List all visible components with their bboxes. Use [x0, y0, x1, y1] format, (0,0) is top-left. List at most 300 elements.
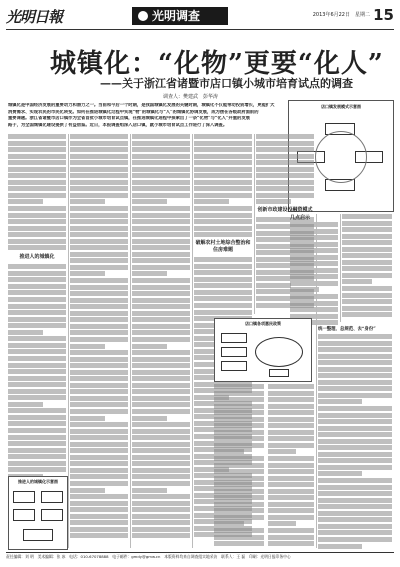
text-line — [70, 311, 128, 316]
footer-rule — [6, 552, 394, 553]
text-line — [70, 173, 128, 178]
text-line — [8, 173, 66, 178]
text-line — [318, 485, 392, 490]
text-line — [214, 515, 264, 520]
text-line — [132, 180, 190, 185]
text-line — [8, 193, 66, 198]
text-line — [8, 330, 43, 335]
text-line — [70, 383, 128, 388]
column-8-text — [318, 334, 392, 549]
text-line — [132, 520, 190, 525]
text-line — [268, 495, 314, 500]
column-6 — [290, 214, 338, 327]
text-line — [8, 226, 66, 231]
text-line — [70, 435, 128, 440]
section-circle-icon — [138, 11, 148, 21]
text-line — [132, 435, 190, 440]
subheadline: ——关于浙江省诸暨市店口镇小城市培育试点的调查 — [100, 77, 353, 90]
text-line — [214, 397, 264, 402]
text-line — [268, 508, 314, 513]
section-subtitle: 几点启示 — [290, 215, 311, 221]
text-line — [70, 474, 128, 479]
text-line — [70, 219, 128, 224]
text-line — [318, 491, 392, 496]
text-line — [256, 199, 291, 204]
text-line — [8, 441, 66, 446]
text-line — [132, 226, 190, 231]
figure-right-title: 店口镇发展模式示意图 — [321, 104, 361, 109]
text-line — [70, 271, 105, 276]
text-line — [70, 350, 128, 355]
column-6-text — [290, 222, 338, 325]
text-line — [132, 167, 190, 172]
text-line — [70, 147, 128, 152]
column-7 — [342, 214, 392, 319]
text-line — [318, 413, 392, 418]
text-line — [268, 436, 314, 441]
text-line — [70, 376, 128, 381]
page-number: 15 — [373, 6, 394, 24]
text-line — [8, 461, 66, 466]
text-line — [194, 310, 252, 315]
text-line — [8, 448, 66, 453]
text-line — [8, 336, 66, 341]
text-line — [8, 363, 66, 368]
lead-line: 路子，为全国城镇化建设提供了有益借鉴。近日，本报调查组深入店口镇，就小城市培育试点工作进行了深入调查。 — [8, 122, 228, 128]
text-line — [318, 393, 392, 398]
text-line — [70, 330, 128, 335]
text-line — [8, 134, 66, 139]
text-line — [8, 382, 66, 387]
text-line — [8, 290, 66, 295]
text-line — [70, 422, 128, 427]
text-line — [132, 337, 190, 342]
column-10-text — [268, 384, 314, 546]
text-line — [342, 234, 392, 239]
text-line — [194, 134, 252, 139]
section-label-text: 光明调查 — [152, 9, 201, 23]
text-line — [8, 213, 66, 218]
figure-left-title: 推进人的城镇化示意图 — [18, 479, 58, 484]
text-line — [268, 430, 314, 435]
text-line — [70, 232, 128, 237]
text-line — [194, 180, 252, 185]
text-line — [70, 134, 128, 139]
text-line — [318, 380, 392, 385]
column-1-text — [8, 134, 66, 250]
figure-mid — [214, 318, 312, 382]
text-line — [256, 186, 314, 191]
text-line — [342, 247, 392, 252]
text-line — [318, 517, 392, 522]
text-line — [318, 471, 362, 476]
text-line — [70, 226, 128, 231]
text-line — [132, 494, 190, 499]
column-2 — [70, 134, 128, 540]
text-line — [70, 429, 128, 434]
text-line — [256, 193, 314, 198]
text-line — [342, 266, 392, 271]
column-separator — [68, 134, 69, 548]
text-line — [8, 356, 66, 361]
text-line — [194, 283, 252, 288]
text-line — [8, 421, 66, 426]
text-line — [70, 258, 128, 263]
text-line — [132, 422, 190, 427]
text-line — [214, 443, 264, 448]
text-line — [256, 167, 314, 172]
headline: 城镇化：“化物”更要“化人” — [50, 49, 384, 79]
text-line — [318, 452, 392, 457]
text-line — [214, 384, 264, 389]
text-line — [132, 370, 190, 375]
text-line — [132, 271, 167, 276]
column-7-text — [342, 214, 392, 317]
lead-line: 重要课题。浙江省诸暨市店口镇作为全省首批小城市培育试点镇，在推进城镇化进程中探索出了一条“化物”与“化人”并重的发展 — [8, 116, 250, 122]
text-line — [70, 481, 128, 486]
text-line — [70, 160, 128, 165]
column-9-text — [214, 384, 264, 546]
text-line — [194, 154, 252, 159]
text-line — [318, 465, 392, 470]
text-line — [8, 369, 66, 374]
text-line — [318, 504, 392, 509]
text-line — [132, 409, 190, 414]
text-line — [290, 274, 338, 279]
column-5-text — [256, 134, 314, 204]
text-line — [132, 389, 190, 394]
text-line — [132, 278, 190, 283]
text-line — [318, 347, 392, 352]
column-2-text — [70, 134, 128, 538]
text-line — [214, 535, 264, 540]
text-line — [268, 489, 314, 494]
text-line — [194, 296, 252, 301]
text-line — [8, 408, 66, 413]
text-line — [268, 482, 314, 487]
text-line — [268, 449, 296, 454]
text-line — [318, 360, 392, 365]
text-line — [318, 524, 392, 529]
text-line — [194, 167, 252, 172]
text-line — [8, 141, 66, 146]
text-line — [132, 383, 190, 388]
text-line — [194, 199, 229, 204]
text-line — [268, 476, 314, 481]
text-line — [70, 180, 128, 185]
text-line — [132, 317, 190, 322]
text-line — [70, 154, 128, 159]
text-line — [132, 291, 190, 296]
masthead — [6, 6, 394, 28]
text-line — [290, 248, 338, 253]
text-line — [70, 501, 128, 506]
text-line — [318, 544, 362, 549]
text-line — [8, 376, 66, 381]
text-line — [8, 402, 43, 407]
text-line — [8, 186, 66, 191]
text-line — [268, 535, 314, 540]
figure-ring — [315, 131, 367, 183]
text-line — [132, 311, 190, 316]
text-line — [70, 167, 128, 172]
byline: 调查人：樊建武 彭华涛 — [163, 94, 219, 100]
text-line — [132, 173, 190, 178]
text-line — [268, 404, 314, 409]
text-line — [132, 160, 190, 165]
text-line — [318, 458, 392, 463]
text-line — [268, 423, 314, 428]
text-line — [132, 402, 190, 407]
newspaper-logo: 光明日報 — [6, 8, 63, 26]
text-line — [70, 186, 128, 191]
text-line — [8, 264, 66, 269]
text-line — [342, 253, 392, 258]
text-line — [132, 429, 190, 434]
text-line — [194, 173, 252, 178]
text-line — [194, 219, 252, 224]
text-line — [8, 277, 66, 282]
text-line — [70, 514, 128, 519]
text-line — [132, 350, 190, 355]
figure-node — [41, 509, 63, 521]
text-line — [70, 213, 128, 218]
text-line — [8, 284, 66, 289]
text-line — [132, 245, 190, 250]
section-subtitle: 统一整理、总规范、去“身份” — [318, 327, 376, 332]
text-line — [70, 304, 128, 309]
text-line — [318, 426, 392, 431]
issue-date: 2013年6月22日 星期二 — [312, 12, 370, 18]
figure-node — [221, 347, 247, 357]
text-line — [214, 391, 264, 396]
text-line — [342, 273, 392, 278]
text-line — [8, 395, 66, 400]
text-line — [318, 530, 392, 535]
text-line — [70, 344, 105, 349]
text-line — [70, 461, 128, 466]
figure-node — [269, 369, 289, 377]
text-line — [8, 154, 66, 159]
text-line — [70, 494, 128, 499]
text-line — [132, 396, 190, 401]
text-line — [132, 193, 190, 198]
text-line — [318, 367, 392, 372]
text-line — [70, 141, 128, 146]
text-line — [8, 206, 66, 211]
section-subtitle: 破解农村土地综合整治和住房难题 — [195, 240, 251, 254]
text-line — [214, 436, 264, 441]
text-line — [318, 432, 392, 437]
text-line — [268, 384, 314, 389]
text-line — [70, 285, 128, 290]
text-line — [342, 279, 372, 284]
figure-mid-title: 店口镇各项惠民政策 — [245, 321, 281, 326]
text-line — [70, 370, 128, 375]
text-line — [268, 528, 314, 533]
text-line — [8, 147, 66, 152]
text-line — [268, 469, 314, 474]
text-line — [70, 239, 128, 244]
text-line — [268, 397, 314, 402]
text-line — [194, 303, 252, 308]
text-line — [194, 257, 252, 262]
text-line — [290, 287, 319, 292]
text-line — [194, 226, 252, 231]
text-line — [342, 286, 392, 291]
text-line — [132, 442, 190, 447]
text-line — [318, 399, 362, 404]
text-line — [214, 417, 264, 422]
text-line — [256, 283, 291, 288]
text-line — [194, 277, 252, 282]
text-line — [194, 147, 252, 152]
text-line — [268, 391, 314, 396]
text-line — [132, 154, 190, 159]
footer-credits: 责任编辑：刘 明 美术编辑：张 冰 电话：010-67078888 电子邮件：gmdy@gmw.cn 本版资料均来自调查组实地采访 联系人：王 磊 印刷：光明日报印务中心 — [6, 554, 291, 559]
text-line — [8, 232, 66, 237]
column-separator — [192, 134, 193, 548]
text-line — [318, 419, 392, 424]
text-line — [132, 232, 190, 237]
figure-node — [221, 333, 247, 343]
text-line — [132, 199, 167, 204]
lead-line: 城镇化是中国经济发展的重要动力和潜力之一。当前和今后一个时期，是我国城镇化发展的关键时期，城镇化不仅能带动投资增长，更能扩大 — [8, 103, 275, 108]
text-line — [70, 402, 128, 407]
text-line — [342, 227, 392, 232]
text-line — [8, 428, 66, 433]
column-4-text — [194, 134, 252, 237]
text-line — [194, 213, 252, 218]
text-line — [132, 258, 190, 263]
text-line — [342, 240, 392, 245]
text-line — [214, 463, 264, 468]
text-line — [70, 527, 128, 532]
text-line — [132, 239, 190, 244]
text-line — [70, 416, 105, 421]
text-line — [194, 141, 252, 146]
text-line — [256, 147, 314, 152]
text-line — [342, 293, 392, 298]
column-1-text — [8, 264, 66, 479]
text-line — [268, 515, 314, 520]
text-line — [70, 337, 128, 342]
text-line — [8, 271, 66, 276]
column-3-text — [132, 134, 190, 538]
text-line — [342, 312, 392, 317]
text-line — [268, 417, 314, 422]
text-line — [70, 298, 128, 303]
text-line — [194, 232, 252, 237]
text-line — [8, 467, 66, 472]
column-separator — [316, 214, 317, 548]
text-line — [318, 498, 392, 503]
text-line — [132, 416, 167, 421]
text-line — [8, 239, 66, 244]
text-line — [132, 461, 190, 466]
text-line — [8, 389, 66, 394]
text-line — [8, 199, 43, 204]
text-line — [318, 478, 392, 483]
text-line — [132, 501, 190, 506]
text-line — [290, 268, 338, 273]
text-line — [70, 409, 128, 414]
text-line — [70, 533, 128, 538]
text-line — [194, 206, 252, 211]
text-line — [8, 160, 66, 165]
text-line — [214, 502, 264, 507]
text-line — [70, 448, 128, 453]
text-line — [318, 511, 392, 516]
text-line — [318, 341, 392, 346]
section-subtitle: 推进人的城镇化 — [19, 254, 55, 261]
text-line — [290, 261, 338, 266]
text-line — [70, 265, 128, 270]
text-line — [214, 528, 264, 533]
column-3 — [132, 134, 190, 540]
text-line — [8, 323, 66, 328]
column-8 — [318, 326, 392, 550]
text-line — [256, 180, 314, 185]
text-line — [214, 521, 244, 526]
text-line — [8, 180, 66, 185]
text-line — [194, 264, 252, 269]
text-line — [8, 343, 66, 348]
text-line — [70, 324, 128, 329]
text-line — [70, 278, 128, 283]
column-separator — [254, 134, 255, 314]
figure-node — [23, 529, 53, 541]
text-line — [268, 502, 314, 507]
text-line — [318, 439, 392, 444]
text-line — [290, 222, 338, 227]
section-subtitle: 创新市政建设投融资模式 — [257, 207, 313, 214]
text-line — [70, 442, 128, 447]
text-line — [8, 310, 66, 315]
text-line — [318, 445, 392, 450]
text-line — [214, 430, 264, 435]
text-line — [132, 265, 190, 270]
text-line — [132, 448, 190, 453]
text-line — [214, 541, 264, 546]
text-line — [132, 304, 190, 309]
text-line — [70, 193, 128, 198]
text-line — [214, 495, 264, 500]
text-line — [70, 468, 128, 473]
text-line — [214, 489, 264, 494]
text-line — [290, 255, 338, 260]
text-line — [132, 533, 190, 538]
column-10 — [268, 384, 314, 548]
text-line — [194, 270, 252, 275]
text-line — [132, 206, 190, 211]
figure-ellipse — [255, 337, 303, 367]
column-separator — [340, 214, 341, 322]
text-line — [214, 410, 264, 415]
text-line — [132, 147, 190, 152]
text-line — [8, 454, 66, 459]
text-line — [70, 291, 128, 296]
text-line — [132, 507, 190, 512]
text-line — [8, 297, 66, 302]
text-line — [8, 304, 66, 309]
text-line — [318, 386, 392, 391]
text-line — [8, 415, 66, 420]
text-line — [70, 396, 128, 401]
text-line — [8, 219, 66, 224]
text-line — [318, 406, 392, 411]
text-line — [70, 455, 128, 460]
